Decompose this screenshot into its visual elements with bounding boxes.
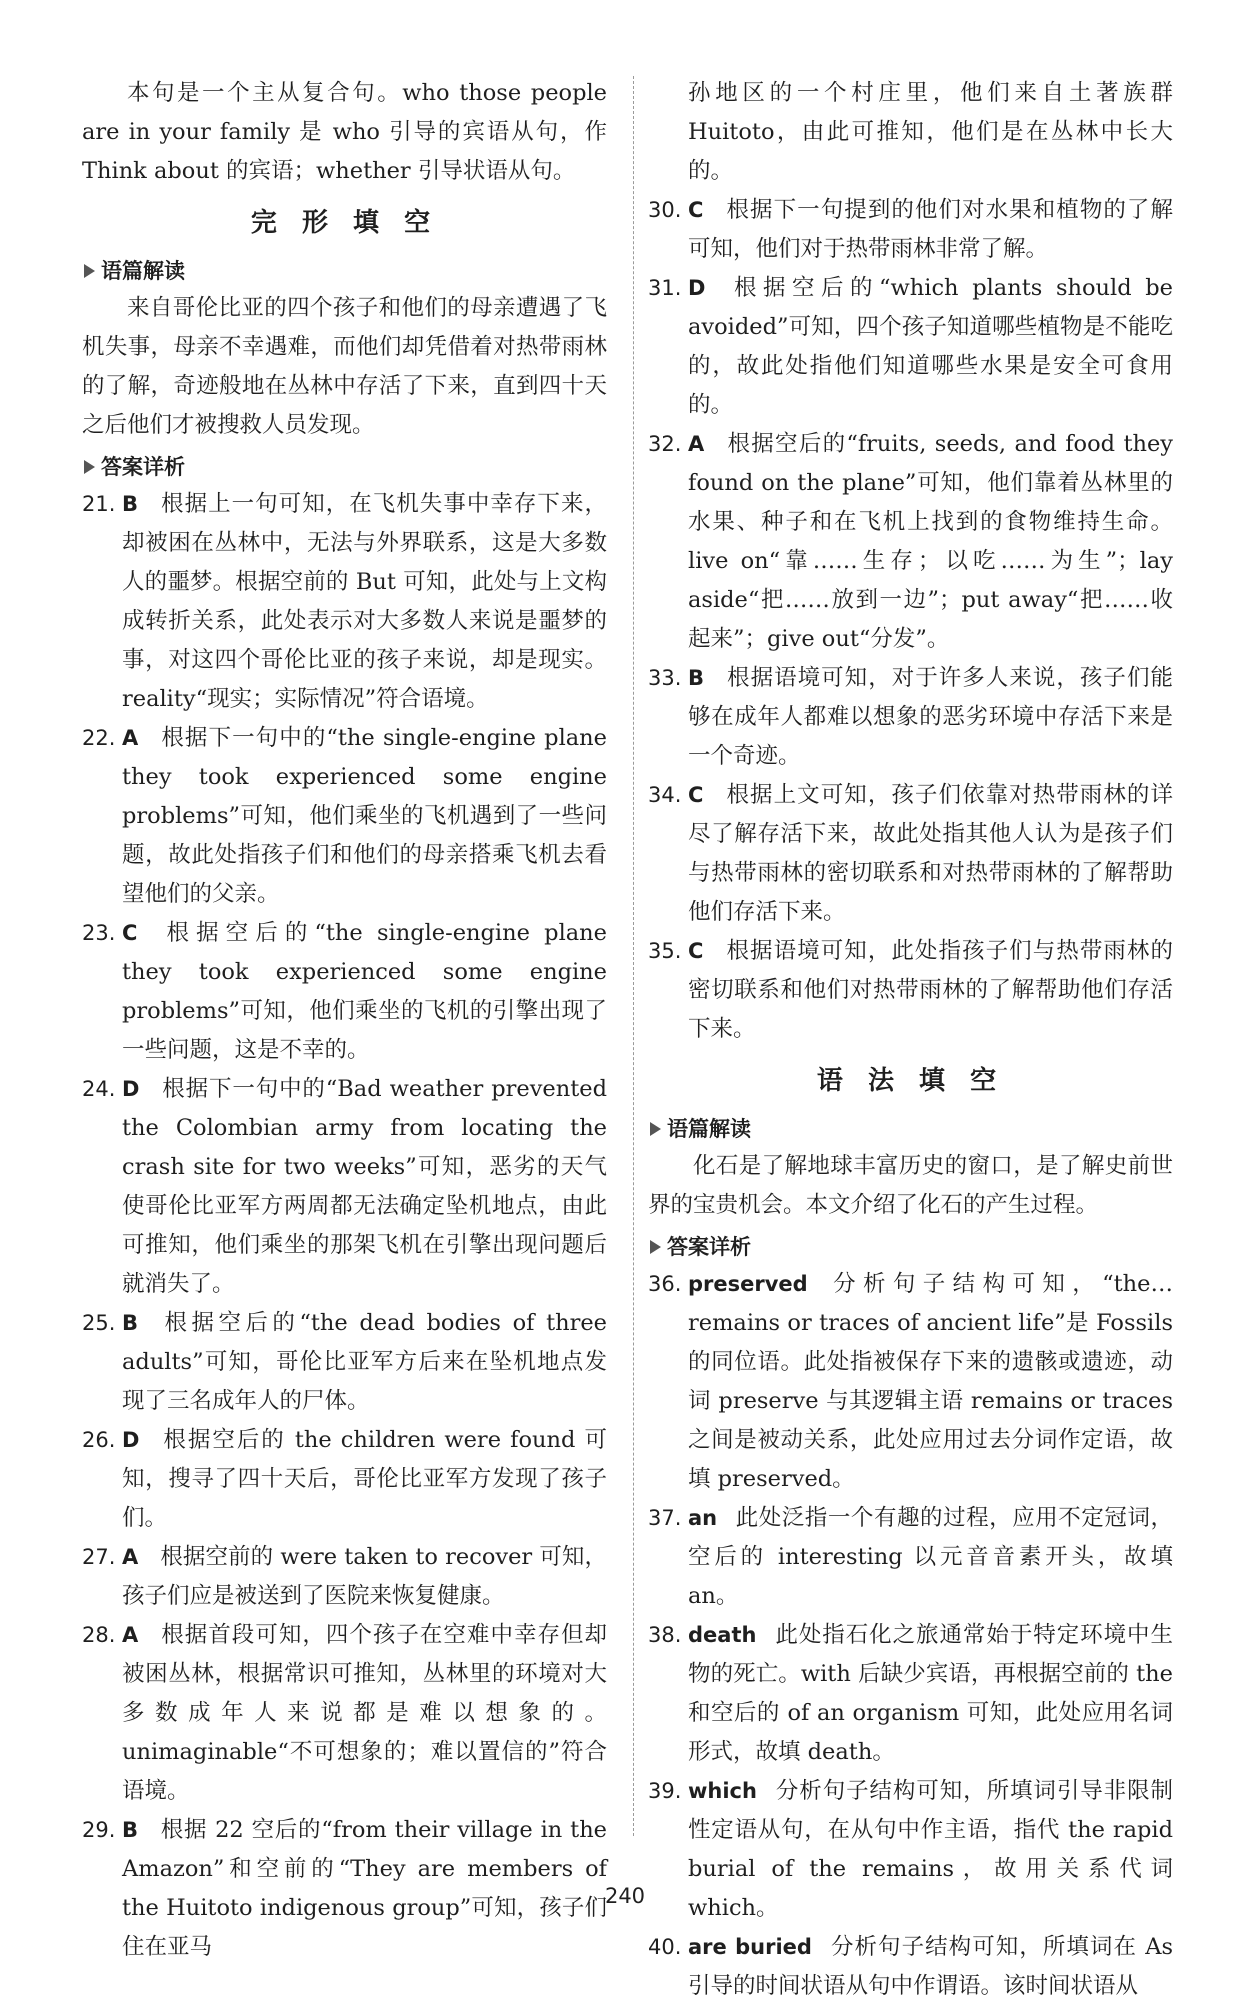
- cloze-passage-summary: 来自哥伦比亚的四个孩子和他们的母亲遭遇了飞机失事，母亲不幸遇难，而他们却凭借着对热带雨林的了解，奇迹般地在丛林中存活了下来，直到四十天之后他们才被搜救人员发现。: [82, 295, 607, 438]
- grammar-passage-heading-label: 语篇解读: [667, 1117, 751, 1141]
- item-explanation: 根据空后的“the dead bodies of three adults”可知，哥伦比亚军方后来在坠机地点发现了三名成年人的尸体。: [122, 1310, 607, 1414]
- section-title-grammar: 语 法 填 空: [816, 1066, 1005, 1096]
- answer-item: [82, 914, 607, 1070]
- grammar-answers-heading: [648, 1229, 1173, 1265]
- triangle-marker-icon: [650, 1240, 661, 1254]
- item-explanation: 根据空后的“the single-engine plane they took experienced some engine problems”可知，他们乘坐的飞机的引擎出现了一些问题，这是不幸的。: [122, 920, 607, 1063]
- answer-item: [82, 1421, 607, 1538]
- item-explanation: 分析句子结构可知，所填词在 As 引导的时间状语从句中作谓语。该时间状语从: [688, 1934, 1173, 1999]
- item-answer: D: [122, 1077, 140, 1101]
- item-explanation: 根据下一句提到的他们对水果和植物的了解可知，他们对于热带雨林非常了解。: [688, 197, 1173, 262]
- grammar-answers-heading-label: 答案详析: [667, 1235, 751, 1259]
- answer-item-continued: [648, 74, 1173, 191]
- grammar-passage-heading: [648, 1111, 1173, 1147]
- item-explanation: 根据语境可知，此处指孩子们与热带雨林的密切联系和他们对热带雨林的了解帮助他们存活下来。: [688, 938, 1173, 1042]
- item-answer: A: [122, 1623, 139, 1647]
- item-answer: which: [688, 1779, 757, 1803]
- item-number: 35.: [648, 939, 682, 963]
- item-number: 40.: [648, 1935, 682, 1959]
- item-answer: B: [688, 666, 705, 690]
- item-number: 39.: [648, 1779, 682, 1803]
- intro-paragraph: 本句是一个主从复合句。who those people are in your family 是 who 引导的宾语从句，作 Think about 的宾语；whether 引导状语从句。: [82, 80, 607, 184]
- answer-item: [82, 1304, 607, 1421]
- item-answer: C: [688, 939, 704, 963]
- left-column: [82, 74, 607, 1967]
- triangle-marker-icon: [84, 264, 95, 278]
- grammar-passage-summary: 化石是了解地球丰富历史的窗口，是了解史前世界的宝贵机会。本文介绍了化石的产生过程。: [648, 1153, 1173, 1218]
- item-answer: C: [688, 198, 704, 222]
- item-explanation: 根据下一句中的“the single-engine plane they took experienced some engine problems”可知，他们乘坐的飞机遇到了一些问题，故此处指孩子们和他们的母亲搭乘飞机去看望他们的父亲。: [122, 725, 607, 907]
- item-answer: C: [688, 783, 704, 807]
- item-number: 34.: [648, 783, 682, 807]
- answer-item: [648, 659, 1173, 776]
- item-answer: A: [122, 1545, 139, 1569]
- item-number: 37.: [648, 1506, 682, 1530]
- item-explanation: 根据空后的“which plants should be avoided”可知，四个孩子知道哪些植物是不能吃的，故此处指他们知道哪些水果是安全可食用的。: [688, 275, 1173, 418]
- answer-item: [648, 1499, 1173, 1616]
- item-number: 36.: [648, 1272, 682, 1296]
- answer-item: [82, 1538, 607, 1616]
- section-title-cloze: 完 形 填 空: [250, 208, 439, 238]
- answer-item: [82, 1070, 607, 1304]
- item-explanation: 分析句子结构可知，所填词引导非限制性定语从句，在从句中作主语，指代 the rapid burial of the remains，故用关系代词 which。: [688, 1778, 1173, 1921]
- item-answer: B: [122, 1311, 139, 1335]
- column-divider: [633, 76, 634, 1836]
- answer-item: [648, 425, 1173, 659]
- item-explanation: 根据下一句中的“Bad weather prevented the Colombian army from locating the crash site for two weeks”可知，恶劣的天气使哥伦比亚军方两周都无法确定坠机地点，由此可推知，他们乘坐的那架飞机在引擎出现问题后就消失了。: [122, 1076, 607, 1297]
- item-number: 25.: [82, 1311, 116, 1335]
- item-answer: death: [688, 1623, 757, 1647]
- cloze-passage-heading: [82, 253, 607, 289]
- answer-item: [648, 932, 1173, 1049]
- item-explanation: 根据空前的 were taken to recover 可知，孩子们应是被送到了医院来恢复健康。: [122, 1544, 607, 1609]
- item-number: 38.: [648, 1623, 682, 1647]
- answer-item: [648, 1265, 1173, 1499]
- item-number: 29.: [82, 1818, 116, 1842]
- item-explanation: 根据首段可知，四个孩子在空难中幸存但却被困丛林，根据常识可推知，丛林里的环境对大多数成年人来说都是难以想象的。unimaginable“不可想象的；难以置信的”符合语境。: [122, 1622, 607, 1804]
- answer-item: [648, 269, 1173, 425]
- item-number: 28.: [82, 1623, 116, 1647]
- item-number: 33.: [648, 666, 682, 690]
- item-explanation: 根据 22 空后的“from their village in the Amazon”和空前的“They are members of the Huitoto indigenous group”可知，孩子们住在亚马: [122, 1817, 607, 1960]
- item-explanation-continued: 孙地区的一个村庄里，他们来自土著族群 Huitoto，由此可推知，他们是在丛林中长大的。: [688, 80, 1173, 184]
- item-answer: C: [122, 921, 138, 945]
- item-explanation: 根据语境可知，对于许多人来说，孩子们能够在成年人都难以想象的恶劣环境中存活下来是一个奇迹。: [688, 665, 1173, 769]
- item-answer: an: [688, 1506, 718, 1530]
- item-number: 31.: [648, 276, 682, 300]
- cloze-answers-heading-label: 答案详析: [101, 455, 185, 479]
- answer-item: [82, 485, 607, 719]
- item-number: 32.: [648, 432, 682, 456]
- item-explanation: 根据上文可知，孩子们依靠对热带雨林的详尽了解存活下来，故此处指其他人认为是孩子们与热带雨林的密切联系和对热带雨林的了解帮助他们存活下来。: [688, 782, 1173, 925]
- answer-item: [648, 191, 1173, 269]
- item-number: 22.: [82, 726, 116, 750]
- item-number: 26.: [82, 1428, 116, 1452]
- item-number: 24.: [82, 1077, 116, 1101]
- item-explanation: 根据上一句可知，在飞机失事中幸存下来，却被困在丛林中，无法与外界联系，这是大多数人的噩梦。根据空前的 But 可知，此处与上文构成转折关系，此处表示对大多数人来说是噩梦的事，对这四个哥伦比亚的孩子来说，却是现实。reality“现实；实际情况”符合语境。: [122, 491, 607, 712]
- item-explanation: 根据空后的“fruits, seeds, and food they found on the plane”可知，他们靠着丛林里的水果、种子和在飞机上找到的食物维持生命。live on“靠……生存；以吃……为生”；lay aside“把……放到一边”；put away“把……收起来”；give out“分发”。: [688, 431, 1173, 652]
- item-answer: A: [122, 726, 139, 750]
- item-answer: B: [122, 492, 139, 516]
- item-answer: are buried: [688, 1935, 812, 1959]
- cloze-passage-heading-label: 语篇解读: [101, 259, 185, 283]
- page-number: 240: [604, 1884, 646, 1908]
- triangle-marker-icon: [84, 460, 95, 474]
- triangle-marker-icon: [650, 1122, 661, 1136]
- item-number: 30.: [648, 198, 682, 222]
- item-answer: preserved: [688, 1272, 808, 1296]
- answer-item: [82, 1616, 607, 1811]
- item-answer: D: [122, 1428, 140, 1452]
- item-answer: A: [688, 432, 705, 456]
- answer-item: [648, 1928, 1173, 2006]
- cloze-answers-heading: [82, 449, 607, 485]
- item-explanation: 此处泛指一个有趣的过程，应用不定冠词，空后的 interesting 以元音音素开头，故填 an。: [688, 1505, 1173, 1609]
- item-answer: B: [122, 1818, 139, 1842]
- answer-item: [82, 719, 607, 914]
- item-number: 27.: [82, 1545, 116, 1569]
- item-answer: D: [688, 276, 706, 300]
- answer-item: [648, 1616, 1173, 1772]
- item-number: 21.: [82, 492, 116, 516]
- item-explanation: 根据空后的 the children were found 可知，搜寻了四十天后，哥伦比亚军方发现了孩子们。: [122, 1427, 607, 1531]
- item-explanation: 此处指石化之旅通常始于特定环境中生物的死亡。with 后缺少宾语，再根据空前的 the 和空后的 of an organism 可知，此处应用名词形式，故填 death。: [688, 1622, 1173, 1765]
- item-explanation: 分析句子结构可知，“the…remains or traces of ancient life”是 Fossils 的同位语。此处指被保存下来的遗骸或遗迹，动词 preserve 与其逻辑主语 remains or traces 之间是被动关系，此处应用过去分词作定语，故填 preserved。: [688, 1271, 1173, 1492]
- right-column: [648, 74, 1173, 2006]
- answer-item: [648, 776, 1173, 932]
- item-number: 23.: [82, 921, 116, 945]
